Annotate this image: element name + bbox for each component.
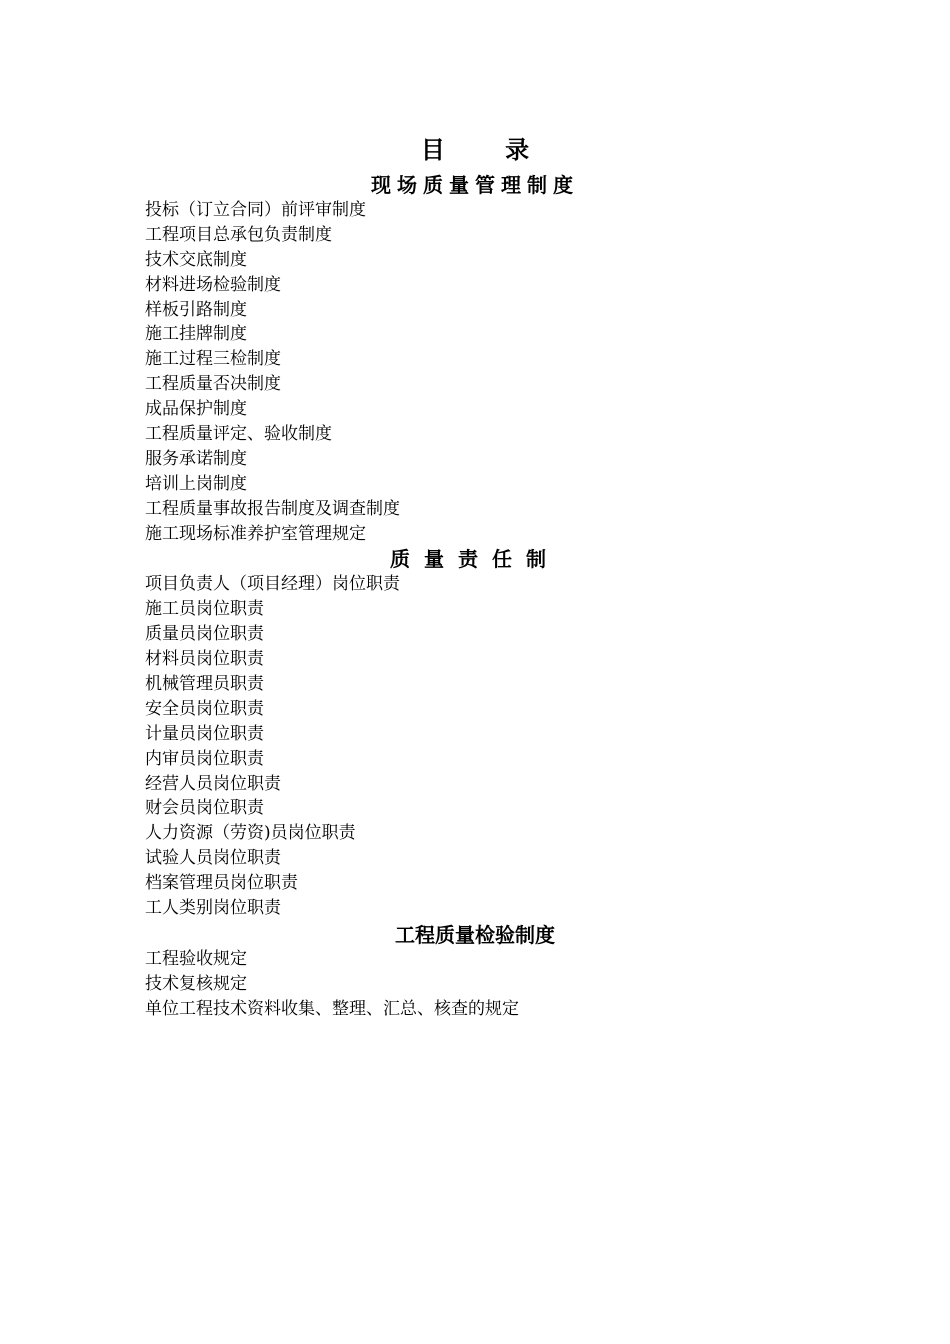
toc-entry: 工程质量否决制度 — [145, 374, 281, 395]
toc-entry: 施工挂牌制度 — [145, 324, 247, 345]
section-heading-site-quality: 现场质量管理制度 — [371, 173, 579, 197]
section-heading-quality-responsibility: 质量责任制 — [390, 547, 560, 572]
toc-entry: 投标（订立合同）前评审制度 — [145, 200, 366, 220]
toc-entry: 工人类别岗位职责 — [145, 898, 281, 919]
toc-entry: 工程项目总承包负责制度 — [145, 224, 332, 245]
toc-entry: 材料员岗位职责 — [145, 649, 264, 670]
toc-entry: 施工过程三检制度 — [145, 349, 281, 370]
toc-entry: 单位工程技术资料收集、整理、汇总、核查的规定 — [145, 998, 519, 1019]
toc-entry: 人力资源（劳资)员岗位职责 — [145, 823, 356, 844]
toc-entry: 机械管理员职责 — [145, 674, 264, 695]
toc-entry: 样板引路制度 — [145, 299, 247, 320]
toc-entry: 经营人员岗位职责 — [145, 773, 281, 794]
toc-entry: 成品保护制度 — [145, 399, 247, 420]
toc-entry: 质量员岗位职责 — [145, 624, 264, 645]
toc-entry: 试验人员岗位职责 — [145, 848, 281, 869]
toc-entry: 施工员岗位职责 — [145, 599, 264, 620]
toc-entry: 施工现场标准养护室管理规定 — [145, 523, 366, 544]
toc-entry: 工程质量评定、验收制度 — [145, 424, 332, 445]
toc-entry: 内审员岗位职责 — [145, 748, 264, 769]
toc-entry: 技术复核规定 — [145, 973, 247, 994]
section-list-quality-responsibility — [145, 572, 805, 920]
toc-entry: 技术交底制度 — [145, 249, 247, 270]
toc-title: 目 录 — [420, 136, 556, 164]
toc-entry: 工程质量事故报告制度及调查制度 — [145, 498, 400, 519]
toc-entry: 档案管理员岗位职责 — [145, 873, 298, 894]
toc-entry: 服务承诺制度 — [145, 448, 247, 469]
toc-page — [145, 132, 805, 1022]
toc-entry: 安全员岗位职责 — [145, 698, 264, 719]
toc-entry: 工程验收规定 — [145, 948, 247, 969]
toc-entry: 计量员岗位职责 — [145, 723, 264, 744]
toc-entry: 培训上岗制度 — [145, 473, 247, 494]
toc-entry: 项目负责人（项目经理）岗位职责 — [145, 574, 400, 595]
toc-entry: 材料进场检验制度 — [145, 274, 281, 295]
section-list-site-quality — [145, 198, 805, 546]
toc-entry: 财会员岗位职责 — [145, 798, 264, 819]
section-list-inspection — [145, 947, 805, 1022]
section-heading-inspection: 工程质量检验制度 — [395, 922, 555, 947]
